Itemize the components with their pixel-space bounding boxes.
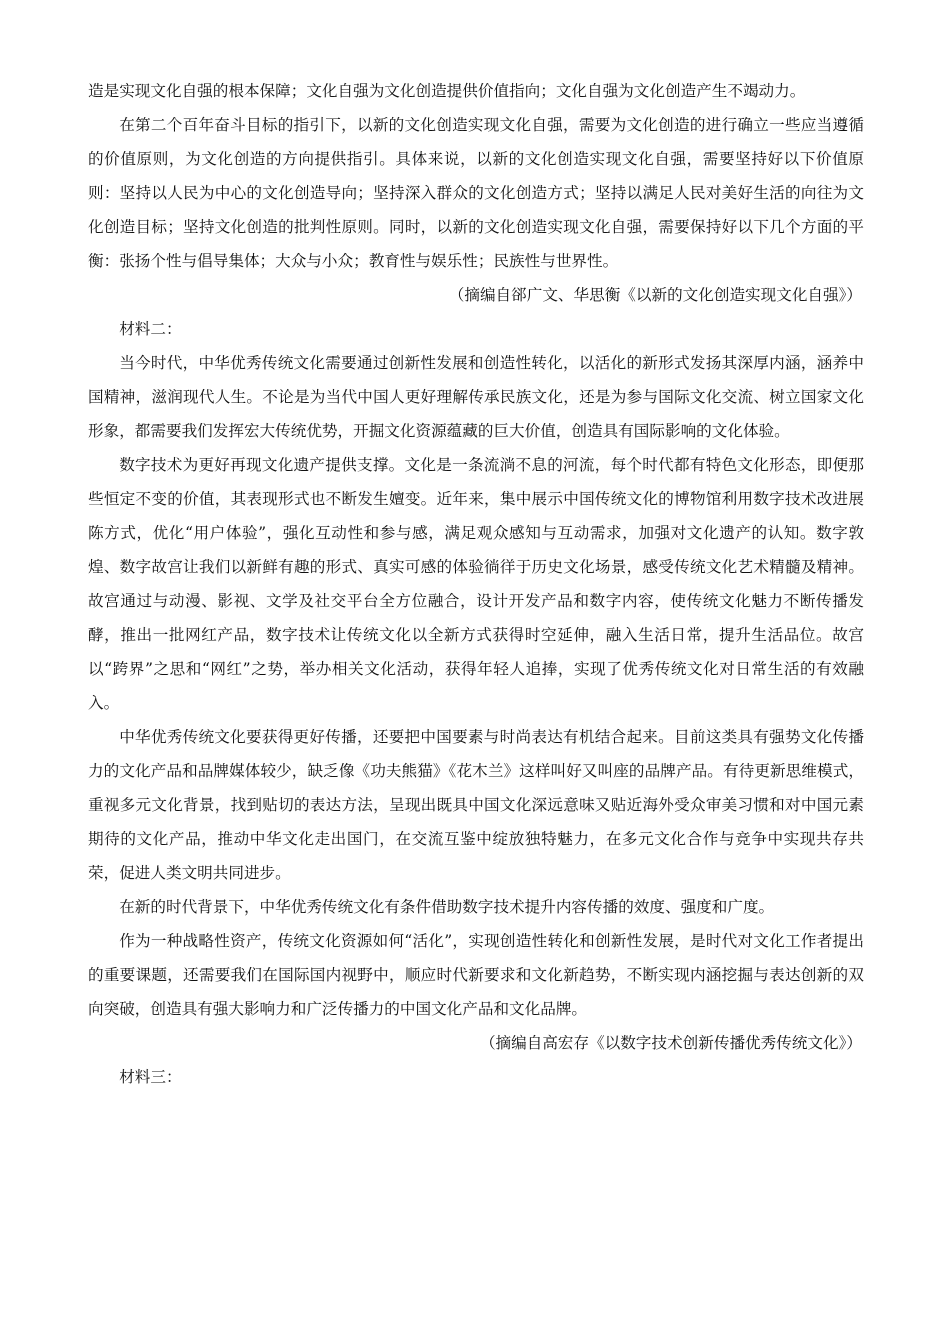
source-citation-2: （摘编自高宏存《以数字技术创新传播优秀传统文化》） [479,1034,862,1052]
paragraph-digital-tech: 数字技术为更好再现文化遗产提供支撑。文化是一条流淌不息的河流，每个时代都有特色文化形态，即便那些恒定不变的价值，其表现形式也不断发生嬗变。近年来，集中展示中国传统文化的博物馆利用数字技术改进展陈方式，优化“用户体验”，强化互动性和参与感，满足观众感知与互动需求，加强对文化遗产的认知。数字敦煌、数字故宫让我们以新鲜有趣的形式、真实可感的体验徜徉于历史文化场景，感受传统文化艺术精髓及精神。故宫通过与动漫、影视、文学及社交平台全方位融合，设计开发产品和数字内容，使传统文化魅力不断传播发酵，推出一批网红产品，数字技术让传统文化以全新方式获得时空延伸，融入生活日常，提升生活品位。故宫以“跨界”之思和“网红”之势，举办相关文化活动，获得年轻人追捧，实现了优秀传统文化对日常生活的有效融入。 [88,456,864,712]
paragraph-dissemination: 中华优秀传统文化要获得更好传播，还要把中国要素与时尚表达有机结合起来。目前这类具有强势文化传播力的文化产品和品牌媒体较少，缺乏像《功夫熊猫》《花木兰》这样叫好又叫座的品牌产品。有待更新思维模式，重视多元文化背景，找到贴切的表达方法，呈现出既具中国文化深远意味又贴近海外受众审美习惯和对中国元素期待的文化产品，推动中华文化走出国门，在交流互鉴中绽放独特魅力，在多元文化合作与竞争中实现共存共荣，促进人类文明共同进步。 [88,728,864,882]
paragraph-value-principles: 在第二个百年奋斗目标的指引下，以新的文化创造实现文化自强，需要为文化创造的进行确立一些应当遵循的价值原则，为文化创造的方向提供指引。具体来说，以新的文化创造实现文化自强，需要坚持好以下价值原则：坚持以人民为中心的文化创造导向；坚持深入群众的文化创造方式；坚持以满足人民对美好生活的向往为文化创造目标；坚持文化创造的批判性原则。同时，以新的文化创造实现文化自强，需要保持好以下几个方面的平衡：张扬个性与倡导集体；大众与小众；教育性与娱乐性；民族性与世界性。 [88,116,864,270]
paragraph-strategic-asset: 作为一种战略性资产，传统文化资源如何“活化”，实现创造性转化和创新性发展，是时代对文化工作者提出的重要课题，还需要我们在国际国内视野中，顺应时代新要求和文化新趋势，不断实现内涵挖掘与表达创新的双向突破，创造具有强大影响力和广泛传播力的中国文化产品和文化品牌。 [88,932,864,1018]
paragraph-continuation: 造是实现文化自强的根本保障；文化自强为文化创造提供价值指向；文化自强为文化创造产生不竭动力。 [88,82,806,100]
source-citation-1: （摘编自郤广文、华思衡《以新的文化创造实现文化自强》） [448,286,862,304]
paragraph-modern-era: 当今时代，中华优秀传统文化需要通过创新性发展和创造性转化，以活化的新形式发扬其深厚内涵，涵养中国精神，滋润现代人生。不论是为当代中国人更好理解传承民族文化，还是为参与国际文化交流、树立国家文化形象，都需要我们发挥宏大传统优势，开掘文化资源蕴藏的巨大价值，创造具有国际影响的文化体验。 [88,354,864,440]
paragraph-new-era: 在新的时代背景下，中华优秀传统文化有条件借助数字技术提升内容传播的效度、强度和广度。 [119,898,775,916]
document-body [88,74,864,1094]
material-three-label: 材料三： [119,1068,182,1086]
material-two-label: 材料二： [119,320,182,338]
